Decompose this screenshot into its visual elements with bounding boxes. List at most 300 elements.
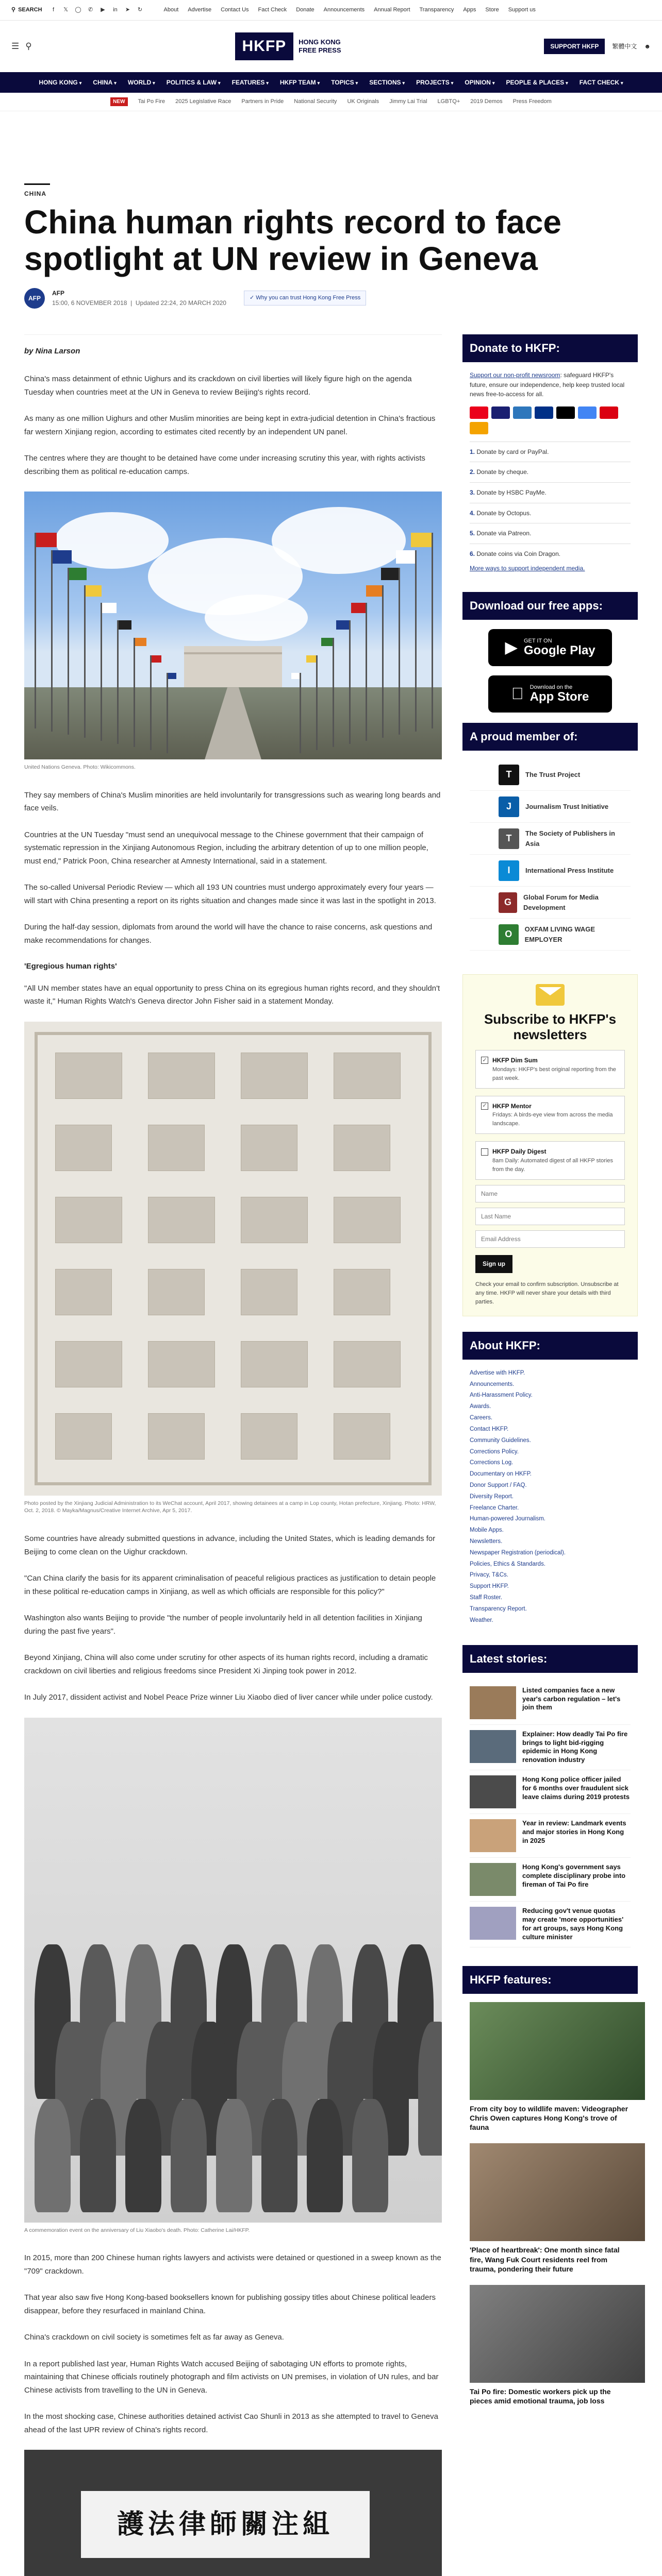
donate-heading: Donate to HKFP: [462, 334, 638, 362]
author-avatar[interactable]: AFP [24, 288, 45, 309]
member-logo-mark: J [499, 796, 519, 817]
about-link[interactable]: Anti-Harassment Policy. [470, 1392, 533, 1399]
nav-item[interactable] [416, 78, 453, 88]
nav-item[interactable] [93, 78, 117, 88]
paragraph: In July 2017, dissident activist and Nobel Peace Prize winner Liu Xiaobo died of liver cancer while under police custody. [24, 1693, 433, 1702]
about-link[interactable]: Diversity Report. [470, 1493, 514, 1500]
story-title: Explainer: How deadly Tai Po fire brings to light bid-rigging epidemic in Hong Kong renovation industry [522, 1730, 628, 1764]
paragraph: The centres where they are thought to be detained have come under increasing scrutiny this year, with rights activists describing them as political re-education camps. [24, 454, 425, 476]
newsletter-name: HKFP Mentor [492, 1102, 532, 1110]
newsletter-name: HKFP Daily Digest [492, 1148, 547, 1156]
more-ways-link[interactable]: More ways to support independent media. [470, 565, 585, 572]
trending-link[interactable]: LGBTQ+ [437, 98, 460, 105]
top-link[interactable]: Store [485, 6, 499, 13]
about-link[interactable]: Staff Roster. [470, 1595, 503, 1601]
user-icon[interactable]: ☻ [644, 42, 651, 50]
nav-item-label: FACT CHECK [579, 78, 620, 86]
latest-story[interactable] [470, 1814, 631, 1858]
feature-story[interactable] [470, 2285, 631, 2405]
new-badge: NEW [110, 97, 127, 107]
chevron-down-icon: ▾ [566, 80, 568, 86]
newsletter-option-row [481, 1056, 619, 1065]
nav-item-label: FEATURES [231, 78, 265, 86]
email-input[interactable] [475, 1230, 625, 1248]
updated-date: Updated 22:24, 20 MARCH 2020 [135, 299, 226, 307]
newsletter-options [475, 1050, 625, 1180]
chevron-down-icon: ▾ [266, 80, 269, 86]
instagram-icon[interactable]: ◯ [75, 6, 81, 13]
logo-mark: HKFP [235, 32, 294, 61]
flagpole [51, 550, 53, 732]
photo-liu-xiaobo-commemoration[interactable] [24, 1718, 442, 2223]
feature-title: From city boy to wildlife maven: Videographer Chris Owen captures Hong Kong's trove of fauna [470, 2104, 628, 2132]
story-title: Reducing gov't venue quotas may create 'more opportunities' for art groups, says Hong Kong culture minister [522, 1907, 624, 1941]
about-link[interactable]: Transparency Report. [470, 1605, 527, 1612]
member-logo-mark: I [499, 860, 519, 881]
person [171, 2099, 207, 2212]
paragraph: That year also saw five Hong Kong-based booksellers known for publishing gossipy titles about Chinese political leaders disappear, before they resurfaced in mainland China. [24, 2293, 436, 2315]
search-icon: ⚲ [11, 6, 16, 13]
chevron-down-icon: ▾ [153, 80, 155, 86]
flag [53, 550, 72, 564]
apple-pay-icon [556, 406, 575, 419]
feature-title: Tai Po fire: Domestic workers pick up the pieces amid emotional trauma, job loss [470, 2387, 611, 2405]
donate-option-text: Donate by card or PayPal. [476, 448, 549, 455]
photo-caption: A commemoration event on the anniversary of Liu Xiaobo's death. Photo: Catherine Lai/HKFP. [24, 2227, 250, 2233]
about-link[interactable]: Weather. [470, 1617, 493, 1623]
trending-link[interactable]: Partners in Pride [241, 98, 284, 105]
paragraph: China's mass detainment of ethnic Uighurs and its crackdown on civil liberties will likely figure high on the agenda Tuesday when countries meet at the UN in Geneva to review Beijing's rights record. [24, 375, 412, 397]
about-link[interactable]: Corrections Policy. [470, 1448, 519, 1455]
member-logo[interactable] [470, 791, 631, 823]
support-newsroom-link[interactable]: Support our non-profit newsroom [470, 371, 560, 379]
nav-item[interactable] [232, 78, 269, 88]
flag [366, 585, 382, 597]
paragraph: Beyond Xinjiang, China will also come under scrutiny for other aspects of its human rights record, including a dramatic crackdown on civil liberties and religious freedoms since President Xi Jinping took power in 2012. [24, 1653, 428, 1675]
flag [168, 673, 176, 679]
about-heading: About HKFP: [462, 1332, 638, 1360]
flag [396, 550, 415, 564]
member-logo[interactable] [470, 823, 631, 855]
logo-line-1: HONG KONG [299, 38, 341, 46]
flag [321, 638, 333, 646]
trending-link[interactable]: 2025 Legislative Race [175, 98, 231, 105]
chevron-down-icon: ▾ [317, 80, 320, 86]
nav-item-label: PROJECTS [416, 78, 450, 86]
top-link[interactable]: Annual Report [374, 6, 410, 13]
apple-top: Download on the [523, 684, 567, 690]
flag [152, 655, 161, 663]
flag [291, 673, 300, 679]
about-link[interactable]: Corrections Log. [470, 1460, 514, 1466]
flagpole [134, 638, 135, 747]
story-title: Hong Kong's government says complete disciplinary probe into fireman of Tai Po fire [522, 1863, 626, 1888]
about-link[interactable]: Human-powered Journalism. [470, 1516, 546, 1522]
top-link[interactable]: Fact Check [258, 6, 287, 13]
story-title: Hong Kong police officer jailed for 6 months over fraudulent sick leave claims during 2019 protests [522, 1775, 630, 1801]
member-logo-mark: T [499, 828, 519, 849]
member-logo[interactable] [470, 887, 631, 919]
donate-option-text: Donate by Octopus. [476, 509, 532, 517]
search-icon[interactable]: ⚲ [25, 41, 32, 51]
top-link[interactable]: Donate [296, 6, 315, 13]
amex-icon [513, 406, 532, 419]
latest-stories [462, 1673, 638, 1956]
about-link[interactable]: Newspaper Registration (periodical). [470, 1549, 566, 1556]
google-top: GET IT ON [523, 637, 552, 644]
story-thumbnail [470, 1863, 516, 1896]
member-logo[interactable] [470, 759, 631, 791]
donate-option[interactable] [470, 523, 631, 544]
newsletter-option [475, 1096, 625, 1134]
facebook-icon[interactable]: f [52, 6, 55, 13]
story-title: Year in review: Landmark events and major stories in Hong Kong in 2025 [522, 1819, 626, 1844]
latest-story[interactable] [470, 1725, 631, 1771]
hsbc-icon [600, 406, 618, 419]
trending-link[interactable]: Jimmy Lai Trial [389, 98, 427, 105]
app-store-badge[interactable] [488, 675, 612, 713]
flagpole [300, 673, 301, 753]
top-links [164, 6, 536, 14]
sidebar [462, 334, 638, 2576]
member-logo-mark: O [499, 924, 519, 945]
donate-option-number: 6. [470, 550, 475, 557]
flag [69, 568, 87, 580]
nav-item[interactable] [331, 78, 358, 88]
donate-option-number: 1. [470, 448, 475, 455]
trending-link[interactable]: Tai Po Fire [138, 98, 166, 105]
donate-option-number: 3. [470, 489, 475, 496]
about-link[interactable]: Newsletters. [470, 1538, 503, 1545]
features-list [462, 1994, 638, 2426]
member-logo-mark: T [499, 765, 519, 785]
article-category[interactable]: CHINA [24, 183, 50, 199]
banner-line-1: 護法律師關注組 [81, 2491, 370, 2558]
cloud [205, 595, 308, 641]
photo-709-banner[interactable] [24, 2450, 442, 2576]
trust-banner[interactable] [244, 291, 366, 306]
paragraph: During the half-day session, diplomats from around the world will have the chance to raise concerns, ask questions and make recommendations for changes. [24, 923, 433, 945]
nav-item[interactable] [580, 78, 623, 88]
nav-item-label: OPINION [465, 78, 491, 86]
paragraph: Countries at the UN Tuesday "must send an unequivocal message to the Chinese government that their campaign of systematic repression in the Xinjiang Autonomous Region, including the arbitrary detention of up to one million people, must end," Patrick Poon, China researcher at Amnesty International, said in a statement. [24, 830, 428, 866]
photo-caption: United Nations Geneva. Photo: Wikicommons. [24, 764, 136, 771]
person [216, 2099, 252, 2212]
flagpole [333, 638, 334, 747]
social-icons [49, 6, 144, 14]
flag [336, 620, 349, 630]
feature-image [470, 2285, 645, 2383]
flagpole [167, 673, 168, 753]
newsletter-checkbox[interactable]: ✓ [481, 1057, 488, 1064]
flag [135, 638, 146, 646]
about-link[interactable]: Contact HKFP. [470, 1426, 509, 1432]
article-body [24, 334, 442, 2576]
chevron-down-icon: ▾ [218, 80, 221, 86]
donate-option[interactable] [470, 544, 631, 564]
un-building [184, 646, 282, 687]
donate-options [470, 442, 631, 564]
flagpole [415, 550, 417, 732]
photo-caption: Photo posted by the Xinjiang Judicial Administration to its WeChat account, April 2017, showing detainees at a camp in Lop county, Hotan prefecture, Xinjiang. Photo: HRW, Oct. 2, 2018. © Mayka/Magnus/Creative Internet Archive, Apr 5, 2017. [24, 1500, 436, 1514]
flagpole [349, 620, 351, 744]
x-twitter-icon[interactable]: 𝕏 [63, 6, 68, 13]
person [418, 2022, 442, 2156]
trending-link[interactable]: National Security [294, 98, 337, 105]
feature-story[interactable] [470, 2143, 631, 2274]
latest-heading: Latest stories: [462, 1645, 638, 1673]
first-name-input[interactable] [475, 1185, 625, 1202]
paragraph: In the most shocking case, Chinese authorities detained activist Cao Shunli in 2013 as she attempted to travel to Geneva ahead of the last UPR review of China's rights record. [24, 2412, 438, 2434]
newsletter-option [475, 1141, 625, 1180]
member-logo-name: Global Forum for Media Development [523, 893, 599, 911]
latest-story[interactable] [470, 1858, 631, 1902]
donate-option-number: 4. [470, 509, 475, 517]
member-logo-name: Journalism Trust Initiative [525, 802, 609, 810]
latest-story[interactable] [470, 1681, 631, 1725]
about-link[interactable]: Advertise with HKFP. [470, 1369, 525, 1376]
paragraph: The so-called Universal Periodic Review — which all 193 UN countries must undergo approximately every four years — will start with China presenting a report on its rights situation and changes made since it was last in the spotlight in 2013. [24, 883, 436, 905]
article-header [24, 111, 638, 309]
chevron-down-icon: ▾ [451, 80, 454, 86]
feature-image [470, 2143, 645, 2241]
author-name[interactable]: AFP [52, 290, 64, 297]
features-heading: HKFP features: [462, 1966, 638, 1994]
masthead-icons [11, 40, 32, 53]
member-logo-name: International Press Institute [525, 866, 614, 874]
paragraph: "Can China clarify the basis for its apparent criminalisation of peaceful religious practices as justification to detain people in these political re-education camps in Xinjiang, as well as which officials are responsible for this policy?" [24, 1574, 436, 1596]
paragraph: Some countries have already submitted questions in advance, including the United States, which is leading demands for Beijing to come clean on the Uighur crackdown. [24, 1534, 436, 1556]
donate-option-text: Donate via Patreon. [476, 530, 532, 537]
apple-bottom: App Store [523, 689, 583, 704]
linkedin-icon[interactable]: in [113, 6, 118, 13]
chevron-down-icon: ▾ [114, 80, 117, 86]
flagpole [35, 533, 36, 728]
nav-item-label: WORLD [127, 78, 152, 86]
nav-item[interactable] [506, 78, 568, 88]
person [352, 2099, 388, 2212]
paragraph: "All UN member states have an equal opportunity to press China on its egregious human rights record, and they shouldn't waste it," Human Rights Watch's Geneva director John Fisher said in a statement Monday. [24, 984, 440, 1006]
payment-methods [470, 406, 631, 434]
newsletter-checkbox[interactable]: ✓ [481, 1103, 488, 1110]
member-logo[interactable] [470, 855, 631, 887]
nav-item[interactable] [280, 78, 320, 88]
member-logos [462, 751, 638, 959]
whatsapp-icon[interactable]: ✆ [88, 6, 93, 13]
flag [36, 533, 57, 547]
apps-heading: Download our free apps: [462, 592, 638, 620]
nav-item[interactable] [39, 78, 81, 88]
google-bottom: Google Play [523, 643, 595, 657]
story-thumbnail [470, 1819, 516, 1852]
top-link[interactable]: About [163, 6, 179, 13]
about-link[interactable]: Awards. [470, 1403, 491, 1410]
feature-title: 'Place of heartbreak': One month since fatal fire, Wang Fuk Court residents reel from trauma, pondering their future [470, 2246, 620, 2273]
about-link[interactable]: Documentary on HKFP. [470, 1471, 532, 1478]
paragraph: As many as one million Uighurs and other Muslim minorities are being kept in extra-judicial detention in China's fractious far western Xinjiang region, according to estimates cited recently by an independent UN panel. [24, 414, 436, 436]
logo-line-2: FREE PRESS [299, 46, 341, 54]
search-button[interactable] [11, 6, 42, 14]
main-navigation [0, 72, 662, 93]
member-logo-name: The Society of Publishers in Asia [525, 829, 615, 848]
nav-item-label: HKFP TEAM [279, 78, 316, 86]
latest-story[interactable] [470, 1770, 631, 1814]
publish-date: 15:00, 6 NOVEMBER 2018 [52, 299, 127, 307]
newsletter-desc: Fridays: A birds-eye view from across the media landscape. [492, 1112, 613, 1127]
about-link[interactable]: Donor Support / FAQ. [470, 1482, 527, 1488]
chevron-down-icon: ▾ [402, 80, 405, 86]
donate-option-number: 5. [470, 530, 475, 537]
paragraph: They say members of China's Muslim minorities are held involuntarily for transgressions such as wearing long beards and face veils. [24, 790, 441, 813]
story-thumbnail [470, 1775, 516, 1808]
about-link[interactable]: Community Guidelines. [470, 1437, 531, 1444]
nav-item-label: POLITICS & LAW [166, 78, 217, 86]
trending-link[interactable]: UK Originals [347, 98, 379, 105]
last-name-input[interactable] [475, 1208, 625, 1225]
newsletter-signup [462, 974, 638, 1316]
chevron-down-icon: ▾ [492, 80, 495, 86]
story-thumbnail [470, 1686, 516, 1719]
about-link[interactable]: Privacy, T&Cs. [470, 1572, 508, 1579]
site-logo[interactable] [235, 32, 341, 61]
nav-item[interactable] [167, 78, 221, 88]
chevron-down-icon: ▾ [79, 80, 82, 86]
about-links [462, 1360, 638, 1635]
feature-story[interactable] [470, 2002, 631, 2132]
nav-item-label: SECTIONS [369, 78, 401, 86]
checkmark-icon: ✓ [249, 295, 255, 301]
donate-option[interactable] [470, 503, 631, 523]
newsletter-note: Check your email to confirm subscription. Unsubscribe at any time. HKFP will never share your details with third parties. [475, 1281, 619, 1305]
flag [411, 533, 432, 547]
flagpole [399, 568, 400, 735]
nav-item[interactable] [369, 78, 405, 88]
flagpole [68, 568, 69, 735]
donate-option[interactable] [470, 462, 631, 482]
person [35, 2099, 71, 2212]
flagpole [101, 603, 102, 741]
nav-item-label: TOPICS [331, 78, 354, 86]
signup-button[interactable]: Sign up [475, 1255, 512, 1273]
about-link[interactable]: Support HKFP. [470, 1583, 509, 1590]
member-logo-name: OXFAM LIVING WAGE EMPLOYER [524, 925, 595, 943]
newsletter-desc: Mondays: HKFP's best original reporting from the past week. [492, 1066, 616, 1081]
cloud [55, 512, 169, 569]
donate-option-text: Donate by HSBC PayMe. [476, 489, 547, 496]
top-link[interactable]: Contact Us [221, 6, 249, 13]
top-utility-bar [0, 0, 662, 21]
flagpole [150, 655, 152, 750]
paragraph: China's crackdown on civil society is sometimes felt as far away as Geneva. [24, 2333, 284, 2342]
about-link[interactable]: Careers. [470, 1415, 493, 1421]
person [261, 2099, 297, 2212]
article-byline: by Nina Larson [24, 334, 442, 357]
member-logo[interactable] [470, 919, 631, 951]
top-link[interactable]: Support us [508, 6, 536, 13]
paragraph: In a report published last year, Human Rights Watch accused Beijing of sabotaging UN efforts to promote rights, maintaining that Chinese officials routinely photograph and film activists on UN premises, in violation of UN rules, and bar Chinese activists from travelling to the UN in Geneva. [24, 2359, 439, 2395]
donate-box [462, 362, 638, 582]
person [307, 2099, 343, 2212]
flag [351, 603, 366, 613]
trending-link[interactable]: 2019 Demos [470, 98, 503, 105]
trending-bar [0, 93, 662, 111]
newsletter-title: Subscribe to HKFP's newsletters [484, 1011, 617, 1043]
about-link[interactable]: Announcements. [470, 1381, 515, 1387]
youtube-icon[interactable]: ▶ [101, 6, 105, 13]
apple-icon [511, 681, 524, 707]
top-link[interactable]: Announcements [323, 6, 365, 13]
photo-un-geneva[interactable] [24, 492, 442, 759]
about-link[interactable]: Policies, Ethics & Standards. [470, 1561, 546, 1567]
top-link[interactable]: Transparency [419, 6, 454, 13]
donate-option[interactable] [470, 442, 631, 462]
flagpole [382, 585, 384, 738]
flag [306, 655, 316, 663]
masthead [0, 21, 662, 72]
flag [381, 568, 399, 580]
story-thumbnail [470, 1907, 516, 1940]
language-switch[interactable]: 繁體中文 [612, 42, 637, 50]
menu-icon[interactable]: ☰ [11, 41, 20, 51]
octopus-icon [470, 422, 488, 434]
rss-icon[interactable]: ↻ [137, 6, 143, 13]
flagpole [366, 603, 367, 741]
envelope-icon [536, 984, 565, 1006]
visa-icon [491, 406, 510, 419]
nav-item-label: PEOPLE & PLACES [506, 78, 565, 86]
flagpole [432, 533, 433, 728]
google-play-badge[interactable] [488, 629, 612, 666]
support-hkfp-button[interactable]: SUPPORT HKFP [544, 39, 605, 55]
photo-xinjiang-camp[interactable] [24, 1022, 442, 1496]
flagpole [84, 585, 86, 738]
donate-option-number: 2. [470, 468, 475, 476]
nav-item[interactable] [465, 78, 494, 88]
person [125, 2099, 161, 2212]
top-link[interactable]: Apps [463, 6, 476, 13]
logo-wordmark [299, 38, 341, 54]
section-heading: 'Egregious human rights' [24, 962, 117, 971]
member-heading: A proud member of: [462, 723, 638, 751]
article-meta: AFP AFP 15:00, 6 NOVEMBER 2018 | Updated 22:24, 20 MARCH 2020 ✓ Why you can trust Hong Kong Free Press [24, 288, 638, 309]
mastercard-icon [470, 406, 488, 419]
chevron-down-icon: ▾ [355, 80, 358, 86]
member-logo-name: The Trust Project [525, 770, 581, 778]
donate-option[interactable] [470, 482, 631, 503]
paypal-icon [535, 406, 553, 419]
nav-item[interactable] [128, 78, 155, 88]
flag [119, 620, 131, 630]
top-link[interactable]: Advertise [188, 6, 212, 13]
donate-option-text: Donate coins via Coin Dragon. [476, 550, 561, 557]
flagpole [316, 655, 318, 750]
cloud [272, 507, 406, 574]
telegram-icon[interactable]: ➤ [125, 6, 130, 13]
newsletter-option [475, 1050, 625, 1089]
latest-story[interactable] [470, 1902, 631, 1947]
about-link[interactable]: Mobile Apps. [470, 1527, 504, 1534]
nav-item-label: CHINA [93, 78, 113, 86]
paragraph: Washington also wants Beijing to provide "the number of people involuntarily held in all detention facilities in Xinjiang during the past five years". [24, 1614, 422, 1636]
newsletter-checkbox[interactable] [481, 1148, 488, 1156]
trending-link[interactable]: Press Freedom [512, 98, 552, 105]
about-link[interactable]: Freelance Charter. [470, 1504, 519, 1511]
flagpole [117, 620, 119, 744]
newsletter-option-row [481, 1147, 619, 1157]
search-label: SEARCH [18, 6, 42, 13]
story-title: Listed companies face a new year's carbon regulation – let's join them [522, 1686, 621, 1711]
article-title: China human rights record to face spotlight at UN review in Geneva [24, 203, 561, 278]
